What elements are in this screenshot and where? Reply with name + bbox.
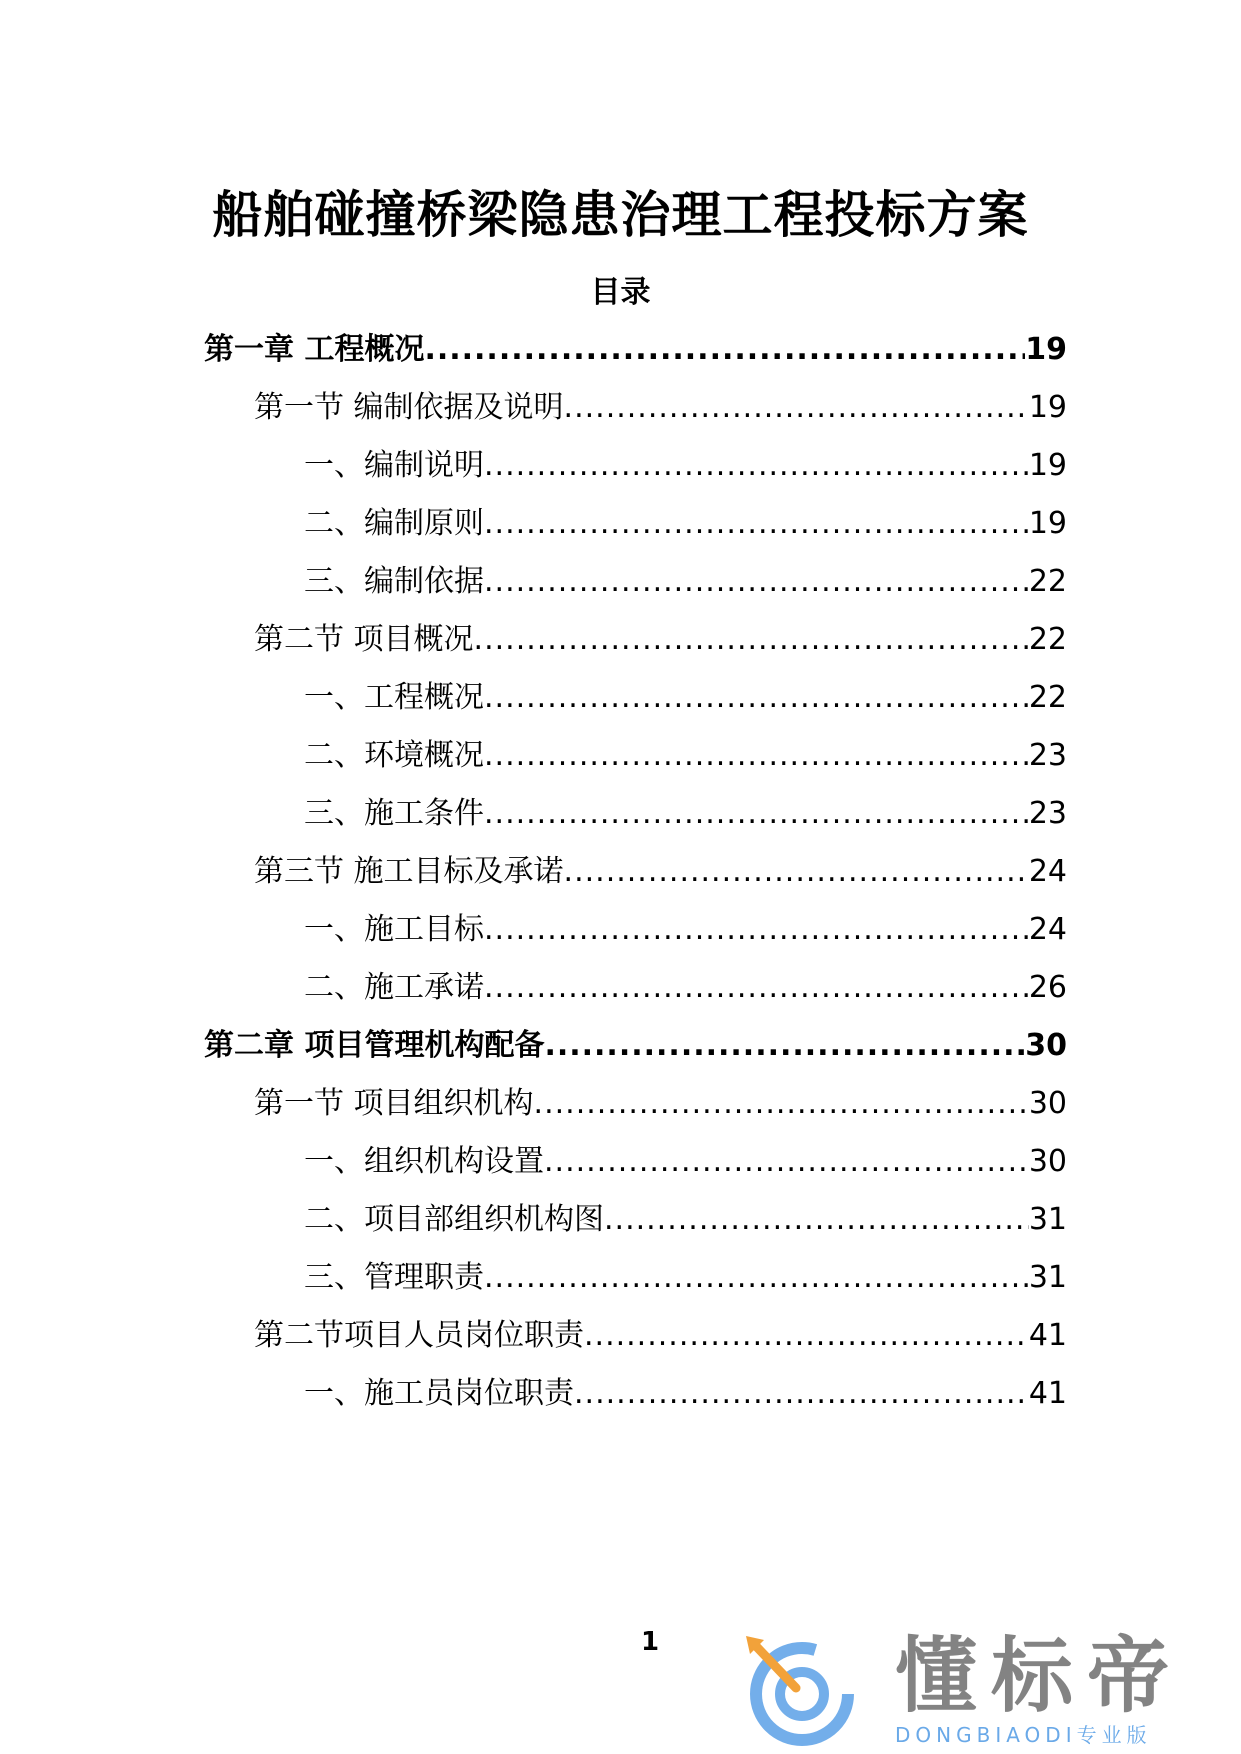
- toc-entry-subsection[interactable]: [304, 905, 1067, 955]
- toc-dot-leader: [584, 1311, 1029, 1361]
- toc-dot-leader: [484, 1253, 1029, 1303]
- toc-page-number: 24: [1028, 912, 1067, 947]
- toc-entry-label: 一、编制说明: [304, 448, 484, 483]
- toc-entry-subsection[interactable]: [304, 673, 1067, 723]
- toc-page-number: 19: [1028, 390, 1067, 425]
- toc-entry-label: 二、项目部组织机构图: [304, 1202, 604, 1237]
- toc-page-number: 31: [1028, 1260, 1067, 1295]
- toc-dot-leader: [424, 325, 1025, 375]
- target-arrow-icon: [740, 1630, 870, 1750]
- toc-dot-leader: [544, 1137, 1029, 1187]
- toc-dot-leader: [484, 905, 1029, 955]
- toc-entry-chapter[interactable]: [204, 325, 1067, 375]
- toc-entry-subsection[interactable]: [304, 789, 1067, 839]
- toc-entry-subsection[interactable]: [304, 731, 1067, 781]
- toc-entry-section[interactable]: [254, 615, 1067, 665]
- toc-dot-leader: [484, 731, 1029, 781]
- page-number: 1: [640, 1627, 660, 1657]
- toc-page-number: 22: [1028, 680, 1067, 715]
- toc-entry-subsection[interactable]: [304, 1195, 1067, 1245]
- toc-entry-label: 第一节 项目组织机构: [254, 1086, 534, 1121]
- toc-page-number: 30: [1028, 1144, 1067, 1179]
- toc-entry-subsection[interactable]: [304, 1137, 1067, 1187]
- toc-heading: 目录: [590, 275, 651, 310]
- toc-entry-subsection[interactable]: [304, 499, 1067, 549]
- toc-entry-subsection[interactable]: [304, 441, 1067, 491]
- toc-dot-leader: [484, 673, 1029, 723]
- toc-entry-label: 第二章 项目管理机构配备: [204, 1028, 545, 1063]
- toc-entry-label: 二、编制原则: [304, 506, 484, 541]
- toc-page-number: 31: [1028, 1202, 1067, 1237]
- toc-entry-label: 一、组织机构设置: [304, 1144, 544, 1179]
- toc-entry-label: 第二节 项目概况: [254, 622, 474, 657]
- toc-dot-leader: [544, 1021, 1025, 1071]
- toc-dot-leader: [484, 789, 1029, 839]
- toc-dot-leader: [604, 1195, 1029, 1245]
- toc-entry-label: 第三节 施工目标及承诺: [254, 854, 564, 889]
- toc-entry-label: 一、工程概况: [304, 680, 484, 715]
- toc-dot-leader: [484, 557, 1029, 607]
- toc-entry-subsection[interactable]: [304, 1369, 1067, 1419]
- toc-page-number: 30: [1025, 1028, 1067, 1063]
- toc-entry-section[interactable]: [254, 1079, 1067, 1129]
- document-title: 船舶碰撞桥梁隐患治理工程投标方案: [212, 186, 1029, 244]
- toc-entry-section[interactable]: [254, 1311, 1067, 1361]
- toc-entry-label: 第二节项目人员岗位职责: [254, 1318, 584, 1353]
- toc-page-number: 22: [1028, 622, 1067, 657]
- toc-dot-leader: [564, 847, 1029, 897]
- toc-page-number: 24: [1028, 854, 1067, 889]
- toc-dot-leader: [474, 615, 1029, 665]
- toc-entry-label: 第一节 编制依据及说明: [254, 390, 564, 425]
- toc-entry-label: 一、施工目标: [304, 912, 484, 947]
- toc-page-number: 26: [1028, 970, 1067, 1005]
- toc-entry-label: 三、施工条件: [304, 796, 484, 831]
- toc-page-number: 19: [1028, 448, 1067, 483]
- toc-page-number: 19: [1025, 332, 1067, 367]
- toc-page-number: 41: [1028, 1318, 1067, 1353]
- toc-entry-label: 二、环境概况: [304, 738, 484, 773]
- toc-page-number: 19: [1028, 506, 1067, 541]
- toc-entry-label: 一、施工员岗位职责: [304, 1376, 574, 1411]
- watermark-brand: 懂标帝: [895, 1629, 1184, 1724]
- toc-entry-subsection[interactable]: [304, 1253, 1067, 1303]
- toc-entry-section[interactable]: [254, 383, 1067, 433]
- toc-entry-label: 三、编制依据: [304, 564, 484, 599]
- toc-entry-section[interactable]: [254, 847, 1067, 897]
- toc-page-number: 30: [1028, 1086, 1067, 1121]
- watermark: [740, 1630, 1220, 1750]
- toc-entry-subsection[interactable]: [304, 557, 1067, 607]
- toc-dot-leader: [484, 963, 1029, 1013]
- toc-page-number: 23: [1028, 738, 1067, 773]
- toc-entry-label: 二、施工承诺: [304, 970, 484, 1005]
- toc-dot-leader: [534, 1079, 1029, 1129]
- toc-dot-leader: [484, 441, 1029, 491]
- toc-dot-leader: [484, 499, 1029, 549]
- toc-page-number: 23: [1028, 796, 1067, 831]
- toc-page-number: 22: [1028, 564, 1067, 599]
- toc-page-number: 41: [1028, 1376, 1067, 1411]
- toc-entry-label: 第一章 工程概况: [204, 332, 425, 367]
- toc-dot-leader: [564, 383, 1029, 433]
- toc-dot-leader: [574, 1369, 1029, 1419]
- watermark-subtitle: DONGBIAODI专业版: [895, 1723, 1152, 1747]
- toc-entry-label: 三、管理职责: [304, 1260, 484, 1295]
- toc-entry-subsection[interactable]: [304, 963, 1067, 1013]
- toc-entry-chapter[interactable]: [204, 1021, 1067, 1071]
